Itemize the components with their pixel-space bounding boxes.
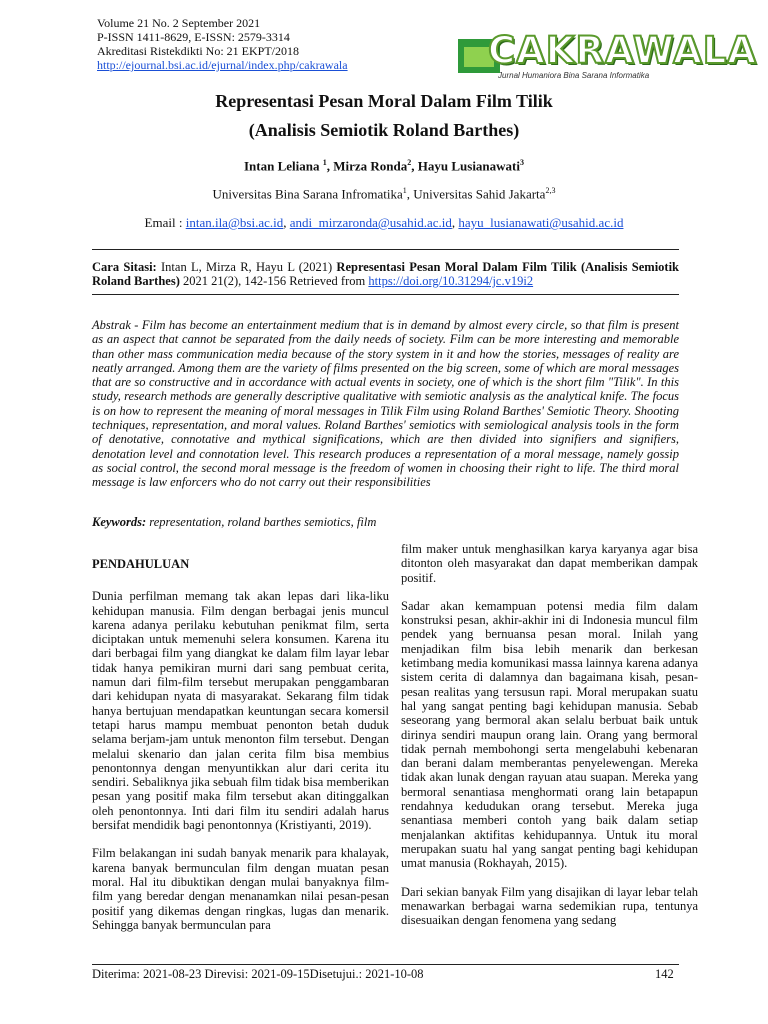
- citation-doi-link[interactable]: https://doi.org/10.31294/jc.v19i2: [368, 274, 534, 288]
- page-number: 142: [655, 967, 674, 981]
- journal-issn: P-ISSN 1411-8629, E-ISSN: 2579-3314: [97, 30, 290, 44]
- author-2: , Mirza Ronda: [326, 158, 408, 174]
- right-paragraph-3: Dari sekian banyak Film yang disajikan di layar lebar telah menawarkan berbagai warna sedemikian rupa, tentunya disesuaikan dengan fenomena yang sedang: [401, 884, 698, 928]
- journal-volume: Volume 21 No. 2 September 2021: [97, 16, 261, 30]
- footer-divider: [92, 964, 679, 965]
- affiliation-1: Universitas Bina Sarana Infromatika: [212, 186, 403, 202]
- logo-wordmark: CAKRAWALA: [488, 29, 757, 72]
- affiliation-2-sup: 2,3: [545, 186, 556, 195]
- citation-block: [92, 260, 679, 288]
- author-1-sup: 1: [322, 158, 327, 167]
- logo-tagline: Jurnal Humaniora Bina Sarana Informatika: [498, 71, 650, 80]
- section-heading-pendahuluan: PENDAHULUAN: [92, 557, 190, 571]
- author-1: Intan Leliana: [243, 158, 323, 174]
- abstract-text: Abstrak - Film has become an entertainment medium that is in demand by almost every circle, so that film is present as an aspect that cannot be separated from the daily needs of society. Film can be more interesting and memorable than other mass communication media because of the story system in it and how the stories, messages of reality are neatly arranged. Among them are the variety of films presented on the big screen, some of which are moral messages that are so constructive and in accordance with actual events in society, one of which is the short film "Tilik". In this study, research methods are generally descriptive qualitative with semiotic analysis as the analytical knife. The focus is on how to represent the meaning of moral messages in Tilik Film using Roland Barthes' Semiotic Theory. Shooting techniques, representation, and moral values. Roland Barthes' semiotics with semiological analysis tools in the form of denotative, connotative and mythical significations, which are then divided into signifiers and signifiers, denotation level and connotation level. This research produces a representation of a moral message, namely gossip as social control, the second moral message is the freedom of women in choosing their right to life. The third moral message is law enforcers who do not carry out their responsibilities: [92, 318, 679, 490]
- paper-affiliations: [0, 186, 768, 202]
- keywords-label: Keywords:: [92, 515, 147, 529]
- journal-url-link[interactable]: http://ejournal.bsi.ac.id/ejurnal/index.php/cakrawala: [97, 58, 348, 72]
- paper-title-line2: (Analisis Semiotik Roland Barthes): [248, 120, 520, 140]
- journal-accreditation: Akreditasi Ristekdikti No: 21 EKPT/2018: [97, 44, 299, 58]
- divider-bottom: [92, 294, 679, 295]
- email-label: Email :: [144, 215, 186, 230]
- journal-url-line: [97, 58, 348, 72]
- paper-emails: Email : intan.ila@bsi.ac.id, andi_mirzaronda@usahid.ac.id, hayu_lusianawati@usahid.ac.id: [144, 215, 624, 230]
- paper-authors: [0, 158, 768, 174]
- citation-title: Representasi Pesan Moral Dalam Film Tilik (Analisis Semiotik Roland Barthes): [92, 260, 679, 288]
- citation-details: 2021 21(2), 142-156 Retrieved from: [179, 274, 369, 288]
- email-link-1[interactable]: intan.ila@bsi.ac.id: [185, 215, 284, 230]
- cakrawala-logo: [458, 25, 757, 85]
- keywords-line: [92, 515, 679, 530]
- left-column: [92, 557, 389, 946]
- affiliation-2: , Universitas Sahid Jakarta: [406, 186, 546, 202]
- divider-top: [92, 249, 679, 250]
- right-paragraph-2: Sadar akan kemampuan potensi media film dalam konstruksi pesan, akhir-akhir ini di Indonesia muncul film pendek yang bernuansa pesan moral. Inilah yang menjadikan film bisa lebih menarik dan berkesan ketimbang media komunikasi massa lainnya karena adanya sistem cerita di dalamnya dan bagaimana kisah, pesan-pesan realitas yang tersusun rapi. Moral merupakan suatu hal yang sangat penting bagi kehidupan manusia. Sebab seseorang yang bermoral akan selalu berbuat baik untuk dirinya sendiri maupun orang lain. Orang yang bermoral tidak pernah membohongi serta mengelabuhi kebenaran dan berani dalam memberantas penyelewengan. Mereka tidak akan lunak dengan rayuan atau suapan. Mereka yang bermoral senantiasa menghormati orang lain betapapun rendahnya kedudukan orang tersebut. Mereka juga senantiasa memberi contoh yang baik dalam setiap menjalankan aktifitas kehidupannya. Untuk itu moral merupakan suatu hal yang sangat penting bagi kehidupan umat manusia (Rokhayah, 2015).: [401, 598, 698, 871]
- email-link-3[interactable]: hayu_lusianawati@usahid.ac.id: [458, 215, 624, 230]
- author-2-sup: 2: [407, 158, 412, 167]
- left-paragraph-2: Film belakangan ini sudah banyak menarik para khalayak, karena banyak bermunculan film dengan muatan pesan moral. Hal itu dibuktikan dengan mulai banyaknya film-film yang beredar dengan menanamkan nilai pesan-pesan positif yang dikemas dengan ringkas, lugas dan menarik. Sehingga banyak bermunculan para: [92, 846, 389, 932]
- footer-dates: Diterima: 2021-08-23 Direvisi: 2021-09-15Disetujui.: 2021-10-08: [92, 967, 424, 981]
- email-link-2[interactable]: andi_mirzaronda@usahid.ac.id: [289, 215, 452, 230]
- left-paragraph-1: Dunia perfilman memang tak akan lepas dari lika-liku kehidupan manusia. Film dengan berbagai jenis muncul karena adanya perilaku kebutuhan penikmat film, serta diciptakan untuk memenuhi selera konsumen. Karena itu dari berbagai film yang diangkat ke dalam film layar lebar tidak hanya pemikiran murni dari sang pembuat cerita, namun dari film-film tersebut merupakan penggambaran dari kehidupan nyata di masyarakat. Sekarang film tidak hanya bertujuan mendapatkan keuntungan secara komersil tetapi harus mampu membuat penonton betah duduk selama berjam-jam untuk menonton film tersebut. Dengan melalui skenario dan jalan cerita film bisa membius penontonnya dengan menyuntikkan alur dari cerita itu sendiri. Sebaliknya jika sebuah film tidak bisa memberikan pesan yang positif maka film tersebut akan ditinggalkan oleh penontonnya. Inti dari film itu sendiri adalah harus bersifat mendidik bagi penontonnya (Kristiyanti, 2019).: [92, 589, 389, 833]
- author-3: , Hayu Lusianawati: [411, 158, 520, 174]
- paper-title-line1: Representasi Pesan Moral Dalam Film Tilik: [215, 91, 553, 111]
- right-column: [401, 542, 698, 941]
- keywords-text: representation, roland barthes semiotics, film: [146, 515, 377, 529]
- right-paragraph-1: film maker untuk menghasilkan karya karyanya agar bisa ditonton oleh masyarakat dan dapat memberikan dampak positif.: [401, 542, 698, 585]
- citation-label: Cara Sitasi:: [92, 260, 157, 274]
- affiliation-1-sup: 1: [402, 186, 407, 195]
- author-3-sup: 3: [520, 158, 524, 167]
- citation-authors: Intan L, Mirza R, Hayu L (2021): [156, 260, 337, 274]
